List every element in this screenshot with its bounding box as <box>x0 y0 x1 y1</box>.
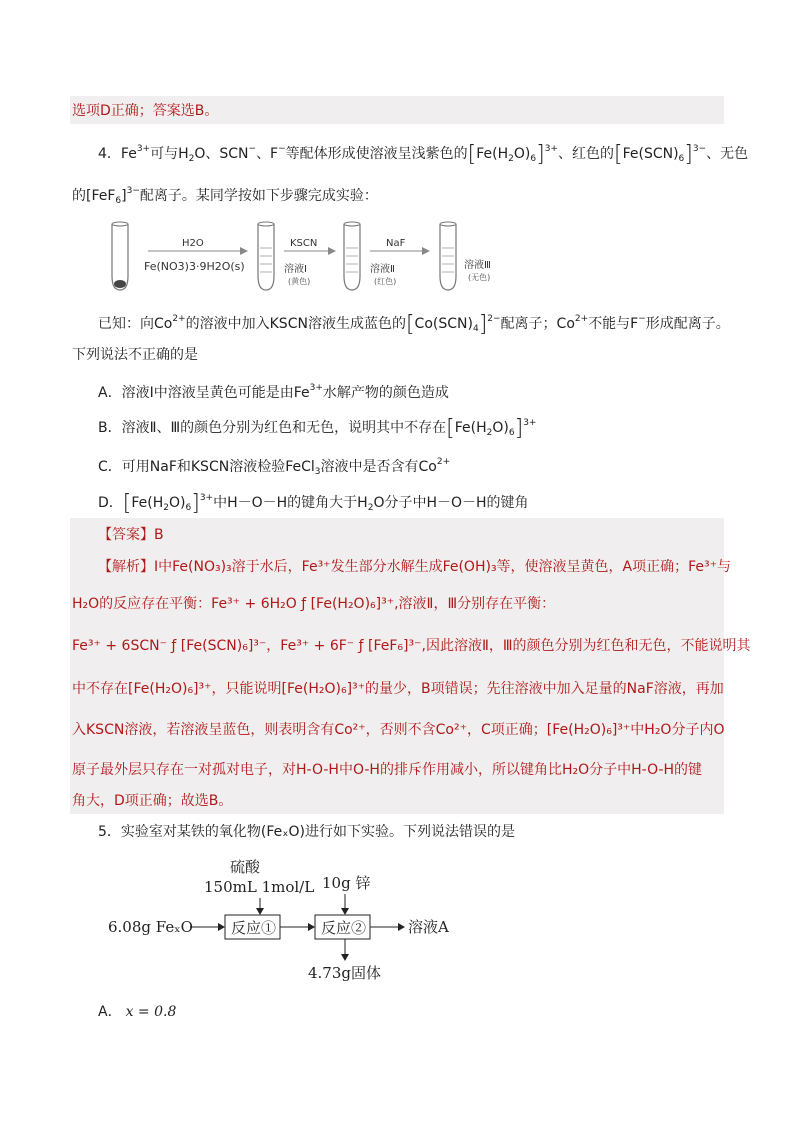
label-acid-amount: 150mL 1mol/L <box>204 878 315 896</box>
label-solution-1: 溶液Ⅰ <box>284 264 307 275</box>
q4-option-d[interactable]: D．$[Fe(H_2O)_6]^{3+}$中H－O－H的键角大于$H_2O$分子中H－O－H的键角 <box>98 491 529 516</box>
label-acid: 硫酸 <box>230 858 261 876</box>
label-h2o: H2O <box>182 238 204 249</box>
label-start: 6.08g FeₓO <box>108 918 193 936</box>
q4-ask: 下列说法不正确的是 <box>72 347 198 363</box>
previous-answer-tail: 选项D正确；答案选B。 <box>72 103 219 119</box>
label-naf: NaF <box>386 238 406 249</box>
label-zinc: 10g 锌 <box>322 874 371 892</box>
label-solution-3: 溶液Ⅲ <box>464 260 491 271</box>
q5-flow-diagram <box>100 852 480 987</box>
analysis-line4: 中不存在[Fe(H₂O)₆]³⁺，只能说明[Fe(H₂O)₆]³⁺的量少，B项错误；先往溶液中加入足量的NaF溶液，再加 <box>72 681 724 697</box>
q4-known: 已知：向$Co^{2+}$的溶液中加入KSCN溶液生成蓝色的$[Co(SCN)_4]^{2-}$配离子；$Co^{2+}$不能与F−形成配离子。 <box>98 312 730 337</box>
analysis-line3: Fe³⁺ + 6SCN⁻ ƒ [Fe(SCN)₆]³⁻，Fe³⁺ + 6F⁻ ƒ [FeF₆]³⁻,因此溶液Ⅱ，Ⅲ的颜色分别为红色和无色，不能说明其 <box>72 638 751 654</box>
q4-option-b[interactable]: B．溶液Ⅱ、Ⅲ的颜色分别为红色和无色，说明其中不存在$[Fe(H_2O)_6]^{3+}$ <box>98 416 537 441</box>
q4-option-c[interactable]: C．可用NaF和KSCN溶液检验FeCl$_3$溶液中是否含有$Co^{2+}$ <box>98 457 451 477</box>
label-solution-3-color: (无色) <box>468 273 491 282</box>
q5-stem: 5．实验室对某铁的氧化物(FeₓO)进行如下实验。下列说法错误的是 <box>98 824 515 840</box>
answer-value: B <box>154 527 164 543</box>
analysis-line6: 原子最外层只存在一对孤对电子，对H-O-H中O-H的排斥作用减小，所以键角比H₂O分子中H-O-H的键 <box>72 762 703 778</box>
analysis-line2: H₂O的反应存在平衡：Fe³⁺ + 6H₂O ƒ [Fe(H₂O)₆]³⁺,溶液Ⅱ，Ⅲ分别存在平衡： <box>72 596 556 612</box>
label-solution-2: 溶液Ⅱ <box>370 264 395 275</box>
experiment-figure <box>100 218 520 296</box>
label-solution-1-color: (黄色) <box>288 277 311 286</box>
answer-label: 【答案】 <box>98 527 154 543</box>
label-reagent: Fe(NO3)3·9H2O(s) <box>144 260 245 273</box>
answer <box>98 525 164 545</box>
q4-option-a[interactable]: A．溶液Ⅰ中溶液呈黄色可能是由$Fe^{3+}$水解产物的颜色造成 <box>98 383 449 401</box>
test-tube-solid <box>112 222 128 290</box>
q4-stem-line2: 的$[FeF_6]^{3-}$配离子。某同学按如下步骤完成实验： <box>72 186 378 206</box>
label-solid: 4.73g固体 <box>308 964 382 982</box>
reaction-2-label: 反应② <box>321 919 367 937</box>
q5-option-a[interactable]: A． x = 0.8 <box>98 1004 177 1020</box>
test-tube-solution-2 <box>344 222 360 290</box>
reaction-1-label: 反应① <box>231 919 277 937</box>
analysis-line1: 【解析】Ⅰ中Fe(NO₃)₃溶于水后，Fe³⁺发生部分水解生成Fe(OH)₃等，使溶液呈黄色，A项正确；Fe³⁺与 <box>98 559 732 575</box>
label-kscn: KSCN <box>290 238 318 249</box>
label-solution-2-color: (红色) <box>374 277 397 286</box>
analysis-line5: 入KSCN溶液，若溶液呈蓝色，则表明含有Co²⁺，否则不含Co²⁺，C项正确；[Fe(H₂O)₆]³⁺中H₂O分子内O <box>72 722 725 738</box>
test-tube-solution-1 <box>258 222 274 290</box>
analysis-label: 【解析】 <box>98 559 154 575</box>
q4-stem-line1: 4．$Fe^{3+}$可与$H_2O$、SCN−、F−等配体形成使溶液呈浅紫色的$[Fe(H_2O)_6]^{3+}$、红色的$[Fe(SCN)_6]^{3-}$、无色 <box>98 142 749 167</box>
analysis-line7: 角大，D项正确；故选B。 <box>72 793 233 809</box>
label-solution-a: 溶液A <box>408 918 449 936</box>
test-tube-solution-3 <box>440 222 456 290</box>
